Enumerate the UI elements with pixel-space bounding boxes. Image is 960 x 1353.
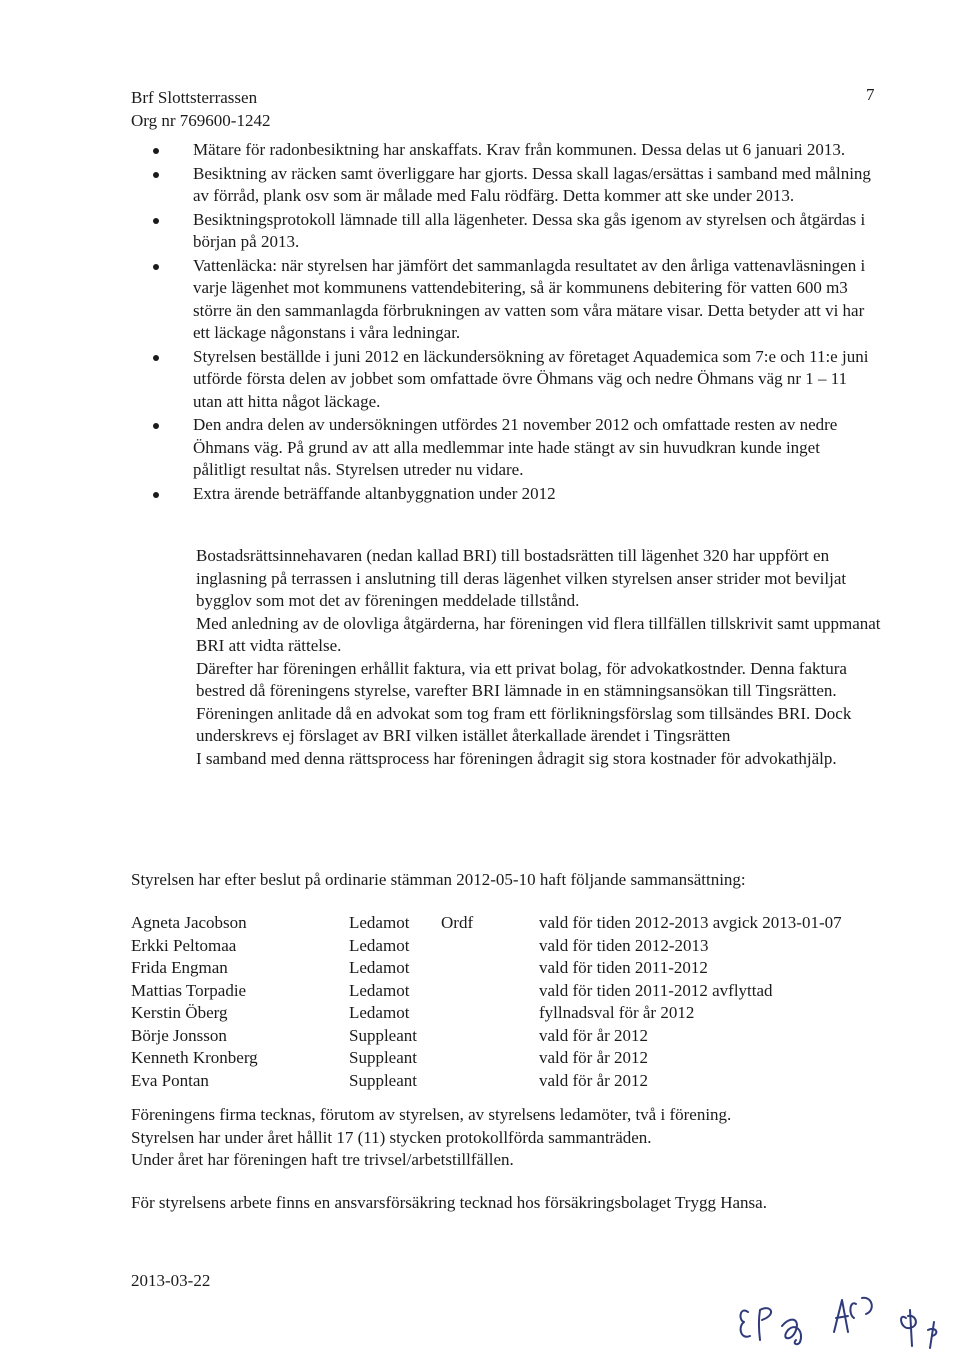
member-term: vald för tiden 2011-2012 [539, 958, 708, 977]
list-item [131, 483, 871, 506]
page-number: 7 [866, 85, 875, 104]
member-role: Ledamot [349, 913, 410, 932]
closing-statements [131, 1104, 851, 1172]
initials-flourish [782, 1320, 801, 1345]
member-name: Erkki Peltomaa [131, 935, 237, 955]
list-item-text: Styrelsen beställde i juni 2012 en läckundersökning av företaget Aquademica som 7:e och 11:e juni utförde första delen av jobbet som omfattade övre Öhmans väg och nedre Öhmans väg nr 1 – 11 utan att hitta något läckage. [193, 346, 869, 411]
member-extra [441, 1047, 539, 1070]
org-name: Brf Slottsterrassen [131, 88, 258, 107]
member-extra [441, 1002, 539, 1025]
member-name: Kenneth Kronberg [131, 1048, 258, 1067]
case-paragraph: Bostadsrättsinnehavaren (nedan kallad BRI) till bostadsrätten till lägenhet 320 har uppfört en inglasning på terrassen i anslutning till deras lägenhet vilken styrelsen anser strider mot beviljat bygglov som mot det av föreningen meddelade tillstånd. [196, 546, 847, 610]
closing-line: Styrelsen har under året hållit 17 (11) stycken protokollförda sammanträden. [131, 1127, 652, 1147]
member-role: Suppleant [349, 1070, 417, 1090]
document-header [131, 86, 270, 132]
list-item [131, 139, 871, 162]
list-item [131, 346, 871, 414]
initials-ep [741, 1308, 772, 1340]
member-role: Ledamot [349, 980, 410, 1000]
member-name: Agneta Jacobson [131, 913, 247, 932]
bullet-icon [153, 355, 159, 361]
table-row [131, 1070, 842, 1093]
member-role: Ledamot [349, 958, 410, 977]
initials-extra [901, 1310, 936, 1348]
table-row [131, 935, 842, 958]
member-role: Ledamot [349, 935, 410, 955]
bullet-icon [153, 264, 159, 270]
initials-ao [834, 1298, 872, 1332]
handwritten-initials [730, 1270, 950, 1350]
closing-line: Föreningens firma tecknas, förutom av styrelsen, av styrelsens ledamöter, två i förening. [131, 1105, 732, 1124]
table-row [131, 1047, 842, 1070]
case-paragraph: I samband med denna rättsprocess har föreningen ådragit sig stora kostnader för advokathjälp. [196, 748, 837, 768]
member-term: vald för tiden 2011-2012 avflyttad [539, 980, 773, 1000]
altan-case-description [196, 545, 886, 770]
list-item-text: Vattenläcka: när styrelsen har jämfört det sammanlagda resultatet av den årliga vattenavläsningen i varje lägenhet mot kommunens vattendebitering, så är kommunens debitering för vatten 600 m3 större än den sammanlagda förbrukningen av vatten som våra mätare visar. Detta betyder att vi har ett läckage någonstans i våra ledningar. [193, 255, 866, 342]
member-name: Eva Pontan [131, 1070, 209, 1090]
table-row [131, 980, 842, 1003]
member-name: Frida Engman [131, 958, 228, 977]
list-item [131, 163, 871, 208]
member-extra [441, 980, 539, 1003]
member-extra: Ordf [441, 913, 474, 932]
table-row [131, 912, 842, 935]
list-item-text: Besiktningsprotokoll lämnade till alla lägenheter. Dessa ska gås igenom av styrelsen och åtgärdas i början på 2013. [193, 209, 866, 251]
bullet-icon [153, 172, 159, 178]
member-name: Börje Jonsson [131, 1025, 227, 1045]
member-extra [441, 957, 539, 980]
bullet-icon [153, 218, 159, 224]
list-item-text: Extra ärende beträffande altanbyggnation under 2012 [193, 483, 556, 503]
member-term: vald för tiden 2012-2013 [539, 935, 709, 955]
list-item [131, 255, 871, 345]
table-row [131, 1002, 842, 1025]
member-name: Mattias Torpadie [131, 980, 247, 1000]
member-term: vald för tiden 2012-2013 avgick 2013-01-07 [539, 913, 842, 932]
list-item-text: Den andra delen av undersökningen utfördes 21 november 2012 och omfattade resten av nedre Öhmans väg. På grund av att alla medlemmar inte hade stängt av sin huvudkran kunde inget pålitligt resultat nås. Styrelsen utreder nu vidare. [193, 415, 838, 479]
case-paragraph: Därefter har föreningen erhållit faktura, via ett privat bolag, för advokatkostnder. Denna faktura bestred då föreningens styrelse, varefter BRI lämnade in en stämningsansökan till Tingsrätten. [196, 658, 847, 700]
bullet-icon [153, 148, 159, 154]
member-term: vald för år 2012 [539, 1048, 649, 1067]
member-term: vald för år 2012 [539, 1070, 649, 1090]
list-item-text: Besiktning av räcken samt överliggare har gjorts. Dessa skall lagas/ersättas i samband med målning av förråd, plank osv som är målade med Falu rödfärg. Detta kommer att ske under 2013. [193, 163, 871, 205]
board-intro: Styrelsen har efter beslut på ordinarie stämman 2012-05-10 haft följande sammansättning: [131, 870, 746, 889]
member-extra [441, 1025, 539, 1048]
list-item [131, 414, 871, 482]
bullet-list [131, 139, 871, 506]
table-row [131, 1025, 842, 1048]
member-term: fyllnadsval för år 2012 [539, 1003, 695, 1022]
list-item-text: Mätare för radonbesiktning har anskaffats. Krav från kommunen. Dessa delas ut 6 januari 2013. [193, 140, 846, 159]
member-role: Ledamot [349, 1003, 410, 1022]
closing-line: Under året har föreningen haft tre trivsel/arbetstillfällen. [131, 1150, 514, 1169]
bullet-icon [153, 492, 159, 498]
member-term: vald för år 2012 [539, 1025, 649, 1045]
case-paragraph: Föreningen anlitade då en advokat som tog fram ett förlikningsförslag som tillsändes BRI. Dock underskrevs ej förslaget av BRI vilken istället återkallade ärendet i Tingsrätten [196, 703, 852, 745]
list-item [131, 209, 871, 254]
member-extra [441, 935, 539, 958]
bullet-icon [153, 423, 159, 429]
org-number: Org nr 769600-1242 [131, 111, 271, 130]
member-name: Kerstin Öberg [131, 1003, 228, 1022]
board-table [131, 912, 842, 1092]
member-role: Suppleant [349, 1025, 417, 1045]
member-role: Suppleant [349, 1048, 417, 1067]
member-extra [441, 1070, 539, 1093]
insurance-statement: För styrelsens arbete finns en ansvarsförsäkring tecknad hos försäkringsbolaget Trygg Hansa. [131, 1193, 767, 1212]
document-date: 2013-03-22 [131, 1271, 211, 1290]
case-paragraph: Med anledning av de olovliga åtgärderna, har föreningen vid flera tillfällen tillskrivit samt uppmanat BRI att vidta rättelse. [196, 613, 881, 655]
table-row [131, 957, 842, 980]
